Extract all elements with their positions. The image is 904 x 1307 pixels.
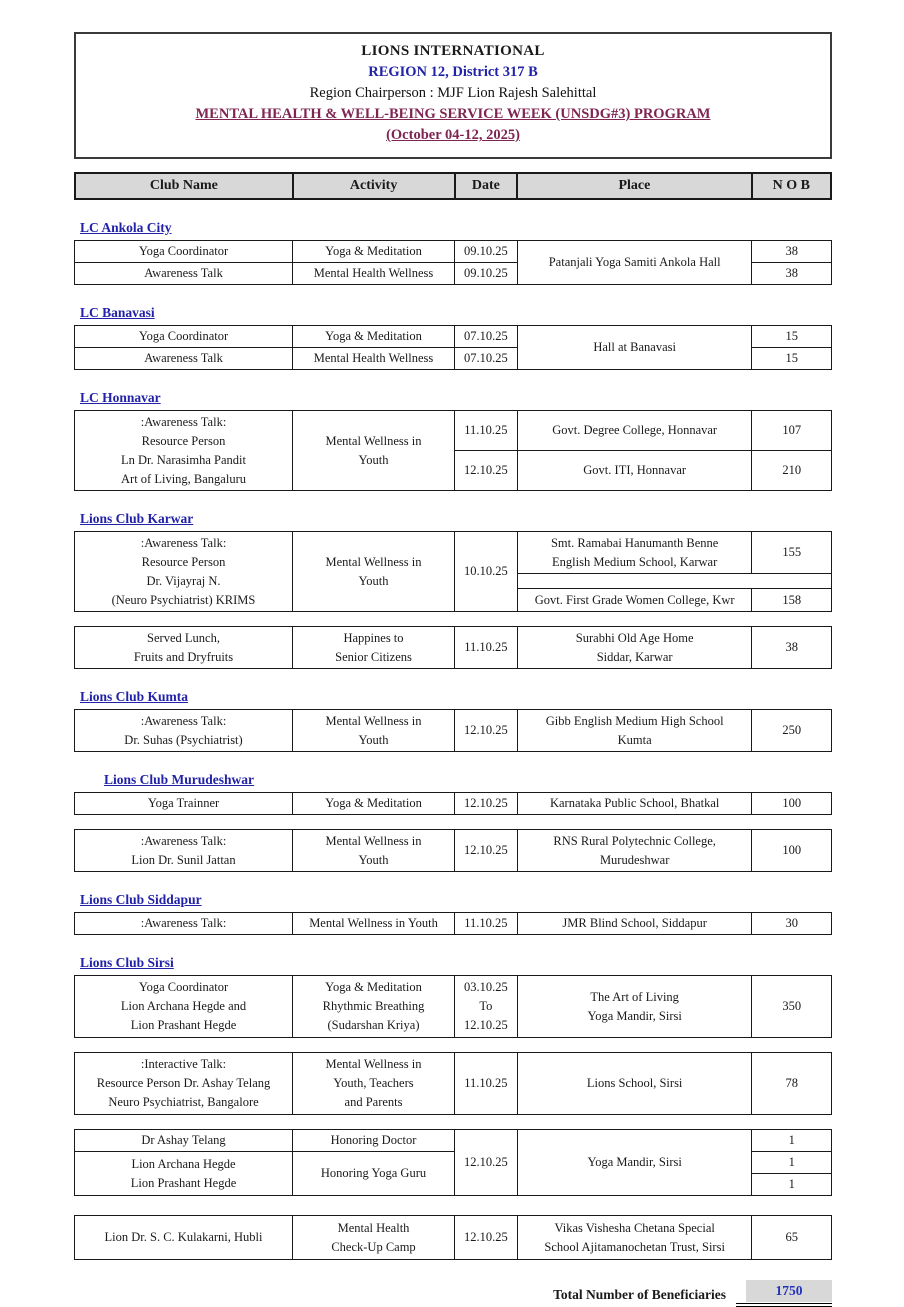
cell-line: Resource Person: [141, 433, 226, 448]
column-header-activity: Activity: [293, 173, 455, 199]
cell-line: Honoring Doctor: [330, 1133, 417, 1147]
cell-nob: [752, 326, 832, 348]
cell-line: Yoga Mandir, Sirsi: [587, 1008, 682, 1023]
cell-line: 65: [785, 1230, 798, 1244]
cell-line: Youth: [358, 452, 389, 467]
cell-line: 100: [782, 796, 802, 810]
document-header: [74, 32, 832, 159]
cell-place: [517, 1216, 752, 1260]
cell-line: 11.10.25: [464, 916, 508, 930]
cell-line: 12.10.25: [464, 796, 508, 810]
cell-activity: [293, 830, 455, 872]
cell-nob: [752, 1053, 832, 1115]
cell-line: 38: [785, 266, 798, 280]
cell-line: Yoga Mandir, Sirsi: [587, 1155, 682, 1169]
cell-activity: [293, 532, 455, 612]
cell-line: Mental Health Wellness: [313, 351, 434, 365]
cell-line: Lion Archana Hegde: [131, 1156, 236, 1171]
club-heading: Lions Club Kumta: [80, 689, 189, 704]
cell-line: Honoring Yoga Guru: [320, 1166, 427, 1180]
cell-place: [517, 451, 752, 491]
club-section: [74, 891, 832, 935]
cell-line: Youth, Teachers: [333, 1076, 414, 1090]
cell-nob: [752, 1130, 832, 1152]
cell-line: Mental Wellness in: [325, 1057, 422, 1071]
cell-line: Mental Wellness in: [325, 433, 422, 448]
cell-line: Yoga & Meditation: [325, 244, 422, 258]
cell-line: 38: [785, 640, 798, 654]
cell-line: Fruits and Dryfruits: [133, 649, 234, 664]
cell-place: [517, 1130, 752, 1196]
cell-nob: [752, 830, 832, 872]
cell-date: [455, 976, 518, 1038]
cell-line: Neuro Psychiatrist, Bangalore: [108, 1095, 259, 1109]
total-label: Total Number of Beneficiaries: [553, 1287, 726, 1302]
cell-place: [517, 913, 752, 935]
cell-date: [455, 1216, 518, 1260]
cell-place: [517, 241, 752, 285]
cell-club: [75, 241, 293, 263]
cell-line: Karnataka Public School, Bhatkal: [549, 796, 720, 810]
cell-line: (Sudarshan Kriya): [327, 1018, 420, 1032]
cell-line: English Medium School, Karwar: [552, 554, 718, 569]
cell-activity: [293, 241, 455, 263]
cell-nob: [752, 1216, 832, 1260]
sections: [74, 219, 832, 1260]
cell-line: 12.10.25: [464, 1230, 508, 1244]
cell-line: 1: [788, 1177, 795, 1191]
cell-date: [455, 411, 518, 451]
cell-nob: [752, 411, 832, 451]
cell-line: Lion Prashant Hegde: [130, 1175, 237, 1190]
cell-line: Murudeshwar: [599, 852, 670, 867]
cell-club: [75, 348, 293, 370]
cell-line: Mental Wellness in: [325, 833, 422, 848]
org-title: LIONS INTERNATIONAL: [361, 43, 545, 59]
cell-club: [75, 976, 293, 1038]
activity-table: [74, 325, 832, 370]
cell-line: 09.10.25: [464, 244, 508, 258]
cell-line: To: [479, 999, 493, 1013]
cell-spacer: [517, 574, 831, 589]
cell-line: 12.10.25: [464, 843, 508, 857]
program-dates: (October 04-12, 2025): [386, 127, 520, 143]
cell-line: Gibb English Medium High School: [545, 713, 724, 728]
cell-activity: [293, 263, 455, 285]
activity-table: [74, 792, 832, 815]
cell-activity: [293, 913, 455, 935]
cell-line: 155: [782, 545, 802, 559]
club-heading: LC Honnavar: [80, 390, 161, 405]
cell-line: Mental Wellness in: [325, 554, 422, 569]
activity-table: [74, 626, 832, 669]
cell-line: :Awareness Talk:: [140, 535, 227, 550]
column-header-place: Place: [517, 173, 751, 199]
cell-nob: [752, 532, 832, 574]
activity-table: [74, 975, 832, 1038]
cell-nob: [752, 451, 832, 491]
cell-line: Youth: [358, 573, 389, 588]
activity-table: [74, 1129, 832, 1196]
cell-line: Siddar, Karwar: [596, 649, 673, 664]
cell-club: [75, 1152, 293, 1196]
cell-line: (Neuro Psychiatrist) KRIMS: [111, 592, 256, 607]
cell-line: Lions School, Sirsi: [586, 1076, 683, 1090]
cell-line: Ln Dr. Narasimha Pandit: [121, 452, 246, 467]
cell-nob: [752, 1174, 832, 1196]
cell-line: 11.10.25: [464, 640, 508, 654]
cell-line: Yoga Coordinator: [138, 980, 229, 994]
cell-place: [517, 532, 752, 574]
cell-club: [75, 627, 293, 669]
cell-date: [455, 627, 518, 669]
cell-nob: [752, 1152, 832, 1174]
cell-line: The Art of Living: [590, 989, 679, 1004]
cell-club: [75, 913, 293, 935]
cell-line: :Interactive Talk:: [140, 1057, 227, 1071]
club-section: [74, 510, 832, 669]
cell-activity: [293, 793, 455, 815]
cell-activity: [293, 1053, 455, 1115]
cell-club: [75, 1216, 293, 1260]
cell-club: [75, 326, 293, 348]
cell-line: Resource Person: [141, 554, 226, 569]
activity-table: [74, 1052, 832, 1115]
cell-line: Lion Dr. Sunil Jattan: [131, 852, 236, 867]
cell-line: Mental Wellness in Youth: [309, 916, 438, 930]
cell-line: 1: [788, 1155, 795, 1169]
cell-nob: [752, 913, 832, 935]
club-section: [74, 954, 832, 1196]
cell-place: [517, 411, 752, 451]
club-section: [74, 219, 832, 285]
cell-line: Rhythmic Breathing: [322, 999, 425, 1013]
chairperson-line: Region Chairperson : MJF Lion Rajesh Salehittal: [309, 85, 597, 101]
cell-activity: [293, 1216, 455, 1260]
club-heading: LC Banavasi: [80, 305, 155, 320]
cell-line: Lion Dr. S. C. Kulakarni, Hubli: [104, 1230, 263, 1244]
cell-line: :Awareness Talk:: [140, 414, 227, 429]
cell-line: Hall at Banavasi: [593, 340, 676, 354]
cell-line: Vikas Vishesha Chetana Special: [554, 1220, 715, 1235]
cell-line: Smt. Ramabai Hanumanth Benne: [550, 535, 719, 550]
cell-activity: [293, 411, 455, 491]
table-header: [74, 172, 832, 200]
cell-line: :Awareness Talk:: [140, 916, 227, 930]
cell-line: Yoga & Meditation: [325, 796, 422, 810]
cell-line: Yoga Coordinator: [138, 329, 229, 343]
club-heading: Lions Club Murudeshwar: [104, 772, 255, 787]
cell-line: Mental Health Wellness: [313, 266, 434, 280]
cell-line: 38: [785, 244, 798, 258]
cell-line: Served Lunch,: [147, 630, 220, 645]
cell-line: Dr. Vijayraj N.: [146, 573, 221, 588]
program-title: MENTAL HEALTH & WELL-BEING SERVICE WEEK (UNSDG#3) PROGRAM: [195, 106, 711, 122]
total-row: [74, 1280, 832, 1307]
activity-table: [74, 1215, 832, 1260]
activity-table: [74, 709, 832, 752]
cell-line: 12.10.25: [464, 1155, 508, 1169]
cell-activity: [293, 348, 455, 370]
cell-club: [75, 830, 293, 872]
cell-nob: [752, 710, 832, 752]
cell-date: [455, 263, 518, 285]
cell-line: 07.10.25: [464, 351, 508, 365]
column-header-club: Club Name: [75, 173, 293, 199]
cell-line: Awareness Talk: [144, 266, 223, 280]
cell-place: [517, 830, 752, 872]
cell-line: 158: [782, 592, 802, 607]
cell-nob: [752, 241, 832, 263]
cell-line: 12.10.25: [464, 723, 508, 737]
cell-line: 09.10.25: [464, 266, 508, 280]
club-heading: Lions Club Siddapur: [80, 892, 202, 907]
cell-line: Yoga & Meditation: [325, 980, 422, 994]
cell-line: Govt. ITI, Honnavar: [583, 463, 687, 477]
cell-activity: [293, 627, 455, 669]
cell-line: Dr. Suhas (Psychiatrist): [124, 732, 243, 747]
cell-line: Yoga & Meditation: [325, 329, 422, 343]
activity-table: [74, 531, 832, 612]
cell-line: Lion Archana Hegde and: [120, 999, 247, 1013]
cell-line: Govt. Degree College, Honnavar: [552, 423, 718, 437]
cell-line: Kumta: [617, 732, 652, 747]
cell-place: [517, 710, 752, 752]
club-section: [74, 1215, 832, 1260]
cell-club: [75, 532, 293, 612]
cell-date: [455, 1130, 518, 1196]
cell-place: [517, 326, 752, 370]
cell-line: RNS Rural Polytechnic College,: [553, 833, 716, 848]
cell-date: [455, 348, 518, 370]
club-heading: Lions Club Sirsi: [80, 955, 174, 970]
cell-line: 15: [785, 351, 798, 365]
club-heading: LC Ankola City: [80, 220, 172, 235]
cell-line: Check-Up Camp: [331, 1239, 416, 1254]
cell-activity: [293, 976, 455, 1038]
cell-date: [455, 241, 518, 263]
cell-line: Patanjali Yoga Samiti Ankola Hall: [548, 255, 721, 269]
cell-line: Resource Person Dr. Ashay Telang: [96, 1076, 271, 1090]
cell-line: 210: [782, 463, 802, 477]
cell-line: School Ajitamanochetan Trust, Sirsi: [544, 1239, 725, 1254]
cell-line: 03.10.25: [464, 980, 508, 994]
cell-activity: [293, 1130, 455, 1152]
cell-line: 11.10.25: [464, 1076, 508, 1090]
cell-line: 30: [785, 916, 798, 930]
cell-club: [75, 411, 293, 491]
cell-date: [455, 793, 518, 815]
cell-line: Surabhi Old Age Home: [575, 630, 694, 645]
cell-place: [517, 793, 752, 815]
cell-nob: [752, 263, 832, 285]
cell-line: Happines to: [343, 630, 404, 645]
cell-line: 100: [782, 843, 802, 857]
cell-date: [455, 451, 518, 491]
cell-activity: [293, 326, 455, 348]
cell-line: 350: [782, 999, 802, 1013]
cell-line: 15: [785, 329, 798, 343]
cell-place: [517, 589, 752, 612]
cell-place: [517, 1053, 752, 1115]
cell-line: Govt. First Grade Women College, Kwr: [534, 592, 735, 607]
cell-nob: [752, 589, 832, 612]
cell-line: Youth: [358, 852, 389, 867]
club-section: [74, 688, 832, 752]
activity-table: [74, 240, 832, 285]
cell-club: [75, 793, 293, 815]
cell-club: [75, 1053, 293, 1115]
cell-line: JMR Blind School, Siddapur: [562, 916, 707, 930]
cell-nob: [752, 627, 832, 669]
cell-line: 250: [782, 723, 802, 737]
cell-nob: [752, 976, 832, 1038]
cell-nob: [752, 348, 832, 370]
cell-line: :Awareness Talk:: [140, 833, 227, 848]
cell-line: 12.10.25: [464, 463, 508, 477]
total-underline: [736, 1280, 832, 1307]
cell-club: [75, 710, 293, 752]
cell-date: [455, 710, 518, 752]
cell-line: Lion Prashant Hegde: [130, 1018, 237, 1032]
cell-line: :Awareness Talk:: [140, 713, 227, 728]
club-section: [74, 771, 832, 872]
club-section: [74, 304, 832, 370]
cell-line: 107: [782, 423, 802, 437]
club-heading: Lions Club Karwar: [80, 511, 194, 526]
activity-table: [74, 912, 832, 935]
cell-line: Art of Living, Bangaluru: [121, 471, 246, 486]
cell-date: [455, 326, 518, 348]
region-title: REGION 12, District 317 B: [368, 64, 538, 80]
cell-line: Youth: [358, 732, 389, 747]
cell-activity: [293, 710, 455, 752]
cell-club: [75, 1130, 293, 1152]
cell-line: Yoga Coordinator: [138, 244, 229, 258]
cell-nob: [752, 793, 832, 815]
cell-activity: [293, 1152, 455, 1196]
activity-table: [74, 829, 832, 872]
cell-line: 78: [785, 1076, 798, 1090]
column-header-date: Date: [455, 173, 518, 199]
cell-line: and Parents: [344, 1095, 403, 1109]
cell-line: Dr Ashay Telang: [141, 1133, 226, 1147]
total-value: 1750: [746, 1280, 832, 1302]
cell-place: [517, 976, 752, 1038]
cell-date: [455, 532, 518, 612]
cell-club: [75, 263, 293, 285]
cell-line: 07.10.25: [464, 329, 508, 343]
cell-line: Awareness Talk: [144, 351, 223, 365]
column-header-nob: N O B: [752, 173, 831, 199]
club-section: [74, 389, 832, 491]
cell-line: 1: [788, 1133, 795, 1147]
cell-line: 10.10.25: [464, 564, 508, 578]
cell-line: Mental Health: [337, 1220, 410, 1235]
cell-date: [455, 830, 518, 872]
cell-place: [517, 627, 752, 669]
cell-date: [455, 1053, 518, 1115]
cell-date: [455, 913, 518, 935]
activity-table: [74, 410, 832, 491]
cell-line: Mental Wellness in: [325, 713, 422, 728]
cell-line: Yoga Trainner: [147, 796, 220, 810]
cell-line: 11.10.25: [464, 423, 508, 437]
cell-line: Senior Citizens: [335, 649, 412, 664]
cell-line: 12.10.25: [464, 1018, 508, 1032]
